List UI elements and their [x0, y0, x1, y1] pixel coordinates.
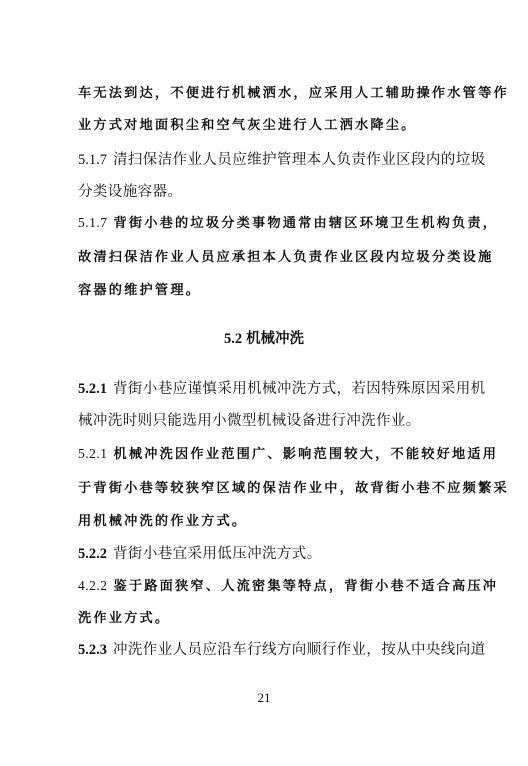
note-5-2-1-line-2: 于背街小巷等较狭窄区域的保洁作业中，故背街小巷不应频繁采 [78, 481, 509, 496]
note-number: 4.2.2 [78, 578, 108, 593]
clause-number: 5.2.2 [78, 546, 107, 562]
note-text: 鉴于路面狭窄、人流密集等特点，背街小巷不适合高压冲 [113, 579, 499, 594]
section-number: 5.2 [223, 331, 243, 347]
clause-text: 清扫保洁作业人员应维护管理本人负责作业区段内的垃圾 [113, 152, 486, 168]
section-heading [0, 327, 528, 348]
note-text: 机械冲洗因作业范围广、影响范围较大，不能较好地适用 [113, 447, 499, 462]
clause-text: 背街小巷应谨慎采用机械冲洗方式，若因特殊原因采用机 [113, 381, 486, 397]
note-5-2-1-line-1 [78, 443, 499, 462]
page-number: 21 [257, 690, 271, 705]
note-5-1-7-line-3: 容器的维护管理。 [78, 283, 202, 298]
note-top-line-2: 业方式对地面积尘和空气灰尘进行人工洒水降尘。 [78, 118, 417, 133]
clause-5-2-1-line-1 [78, 377, 486, 398]
clause-5-2-3-line-1 [78, 638, 486, 659]
section-title: 机械冲洗 [246, 330, 305, 347]
note-text: 背街小巷的垃圾分类事物通常由辖区环境卫生机构负责， [113, 216, 499, 231]
note-4-2-2-line-2: 洗作业方式。 [78, 611, 171, 626]
clause-text: 冲洗作业人员应沿车行线方向顺行作业，按从中央线向道 [113, 642, 486, 658]
clause-5-2-2-line-1 [78, 542, 463, 563]
note-5-1-7-line-1 [78, 212, 499, 231]
note-number: 5.1.7 [78, 215, 108, 230]
note-number: 5.2.1 [78, 446, 108, 461]
clause-5-1-7-line-1 [78, 148, 486, 169]
clause-text: 背街小巷宜采用低压冲洗方式。 [113, 546, 322, 562]
clause-number: 5.2.3 [78, 642, 107, 658]
note-4-2-2-line-1 [78, 575, 499, 594]
clause-number: 5.1.7 [78, 152, 107, 168]
note-5-2-1-line-3: 用机械冲洗的作业方式。 [78, 514, 248, 529]
note-top-line-1: 车无法到达，不便进行机械洒水，应采用人工辅助操作水管等作 [78, 86, 509, 101]
note-5-1-7-line-2: 故清扫保洁作业人员应承担本人负责作业区段内垃圾分类设施 [78, 250, 494, 265]
clause-5-1-7-line-2: 分类设施容器。 [78, 184, 183, 200]
clause-5-2-1-line-2: 械冲洗时则只能选用小微型机械设备进行冲洗作业。 [78, 413, 421, 429]
clause-number: 5.2.1 [78, 381, 107, 397]
